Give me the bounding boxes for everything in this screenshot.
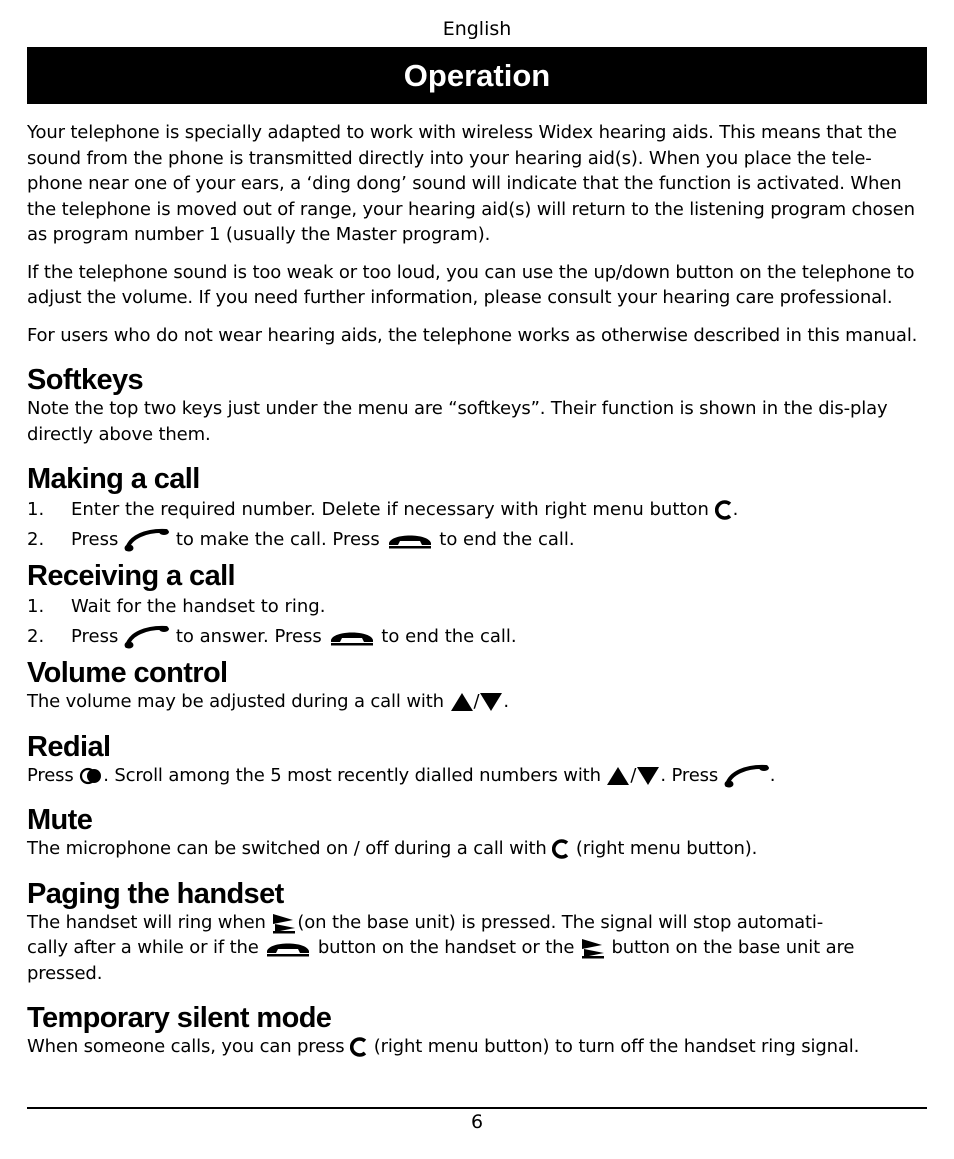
list-item: 2. Press to answer. Press to end the call.	[27, 626, 517, 647]
c-key-icon	[350, 1036, 368, 1058]
page-number: 6	[470, 1111, 484, 1133]
paging-key-icon	[271, 912, 297, 934]
redial-text: Press . Scroll among the 5 most recently dialled numbers with / . Press .	[27, 764, 776, 786]
footer-rule	[27, 1107, 927, 1109]
receiving-call-steps	[27, 592, 927, 652]
list-item: 1. Wait for the handset to ring.	[27, 596, 326, 617]
making-call-steps	[27, 495, 927, 555]
list-item: 2. Press to make the call. Press to end the call.	[27, 529, 575, 550]
mute-heading: Mute	[27, 804, 93, 836]
down-arrow-icon	[636, 766, 660, 786]
intro-paragraph-1: Your telephone is specially adapted to work with wireless Widex hearing aids. This means that the sound from the phone is transmitted directly into your hearing aid(s). When you place the tele-phone near one of your ears, a ‘ding dong’ sound will indicate that the function is activated. When the telephone is moved out of range, your hearing aid(s) will return to the listening program chosen as program number 1 (usually the Master program).	[27, 122, 915, 245]
page-title-banner	[27, 47, 927, 104]
page-title: Operation	[403, 57, 551, 93]
redial-key-icon	[79, 767, 103, 785]
main-content	[27, 120, 927, 1060]
receiving-call-heading: Receiving a call	[27, 560, 236, 592]
mute-text: The microphone can be switched on / off during a call with (right menu button).	[27, 838, 758, 859]
call-handset-icon	[124, 625, 170, 649]
down-arrow-icon	[479, 692, 503, 712]
intro-paragraph-2: If the telephone sound is too weak or too loud, you can use the up/down button on the telephone to adjust the volume. If you need further information, please consult your hearing care professional.	[27, 261, 915, 308]
paging-text: The handset will ring when (on the base unit) is pressed. The signal will stop automati- cally after a while or if the button on the handset or the button on the base unit are pressed.	[27, 911, 855, 984]
intro-paragraph-3: For users who do not wear hearing aids, the telephone works as otherwise described in this manual.	[27, 324, 918, 346]
end-call-icon	[328, 628, 376, 646]
call-handset-icon	[724, 764, 770, 788]
up-arrow-icon	[606, 766, 630, 786]
softkeys-text: Note the top two keys just under the menu are “softkeys”. Their function is shown in the dis-play directly above them.	[27, 398, 888, 445]
softkeys-heading: Softkeys	[27, 364, 144, 396]
list-item: 1. Enter the required number. Delete if necessary with right menu button .	[27, 499, 739, 520]
volume-control-heading: Volume control	[27, 657, 228, 689]
end-call-icon	[386, 531, 434, 549]
c-key-icon	[552, 838, 570, 860]
silent-mode-text: When someone calls, you can press (right menu button) to turn off the handset ring signal.	[27, 1036, 860, 1057]
paging-heading: Paging the handset	[27, 877, 284, 910]
volume-control-text: The volume may be adjusted during a call with / .	[27, 691, 509, 712]
making-call-heading: Making a call	[27, 463, 200, 495]
paging-key-icon	[580, 937, 606, 959]
language-label: English	[442, 18, 512, 40]
end-call-icon	[264, 939, 312, 957]
silent-mode-heading: Temporary silent mode	[27, 1002, 332, 1034]
up-arrow-icon	[450, 692, 474, 712]
redial-heading: Redial	[27, 730, 111, 763]
call-handset-icon	[124, 528, 170, 552]
c-key-icon	[715, 499, 733, 521]
